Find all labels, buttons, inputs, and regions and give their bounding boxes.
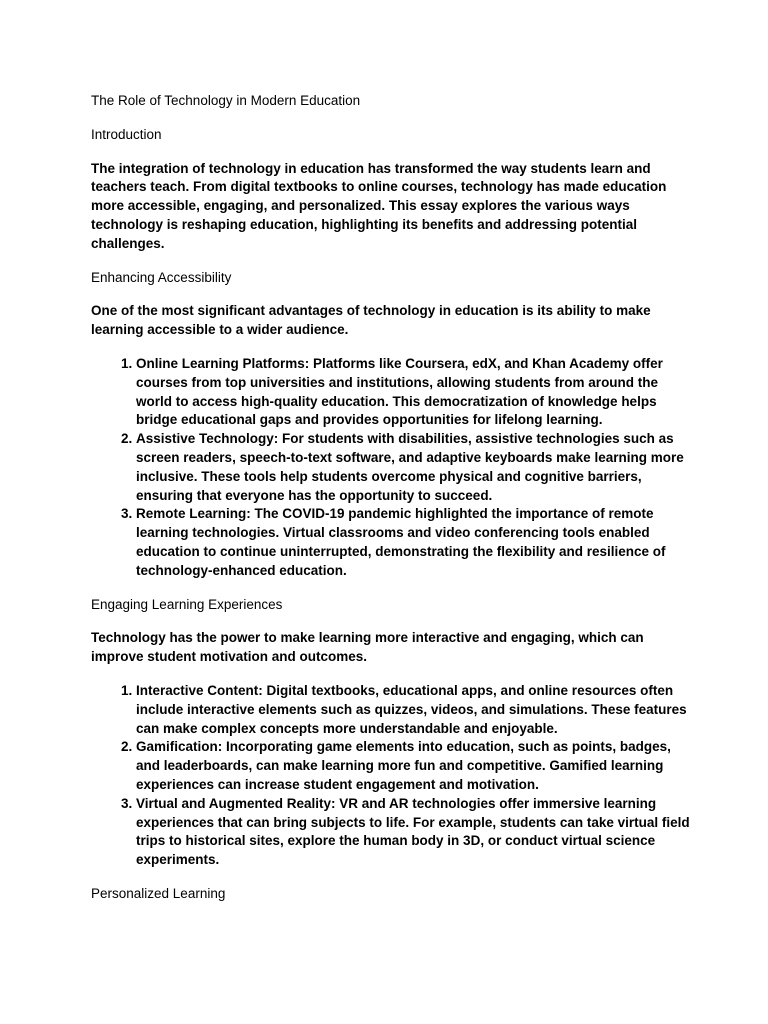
document-page xyxy=(91,92,691,919)
section-heading-personalized: Personalized Learning xyxy=(91,885,226,901)
document-title: The Role of Technology in Modern Education xyxy=(91,93,361,108)
list-item: 3. Virtual and Augmented Reality: VR and AR technologies offer immersive learning experiences that can bring subjects to life. For example, students can take virtual field trips to historical sites, explore the human body in 3D, or conduct virtual science experiments. xyxy=(136,795,691,870)
list-item: 1. Interactive Content: Digital textbooks, educational apps, and online resources often include interactive elements such as quizzes, videos, and simulations. These features can make complex concepts more understandable and enjoyable. xyxy=(136,682,691,738)
list-item: 1. Online Learning Platforms: Platforms like Coursera, edX, and Khan Academy offer courses from top universities and institutions, allowing students from around the world to access high-quality education. This democratization of knowledge helps bridge educational gaps and provides opportunities for lifelong learning. xyxy=(136,355,691,430)
list-item: 3. Remote Learning: The COVID-19 pandemic highlighted the importance of remote learning technologies. Virtual classrooms and video conferencing tools enabled education to continue uninterrupted, demonstrating the flexibility and resilience of technology-enhanced education. xyxy=(136,505,691,580)
accessibility-paragraph: One of the most significant advantages of technology in education is its ability to make learning accessible to a wider audience. xyxy=(91,303,651,338)
section-heading-introduction: Introduction xyxy=(91,126,162,142)
accessibility-list xyxy=(91,355,691,581)
section-heading-accessibility: Enhancing Accessibility xyxy=(91,269,232,285)
engaging-paragraph: Technology has the power to make learning more interactive and engaging, which can improve student motivation and outcomes. xyxy=(91,630,644,665)
engaging-list xyxy=(91,682,691,870)
introduction-paragraph: The integration of technology in education has transformed the way students learn and teachers teach. From digital textbooks to online courses, technology has made education more accessible, engaging, and personalized. This essay explores the various ways technology is reshaping education, highlighting its benefits and addressing potential challenges. xyxy=(91,160,667,251)
list-item: 2. Gamification: Incorporating game elements into education, such as points, badges, and leaderboards, can make learning more fun and competitive. Gamified learning experiences can increase student engagement and motivation. xyxy=(136,738,691,794)
section-heading-engaging: Engaging Learning Experiences xyxy=(91,596,283,612)
list-item: 2. Assistive Technology: For students with disabilities, assistive technologies such as screen readers, speech-to-text software, and adaptive keyboards make learning more inclusive. These tools help students overcome physical and cognitive barriers, ensuring that everyone has the opportunity to succeed. xyxy=(136,430,691,505)
